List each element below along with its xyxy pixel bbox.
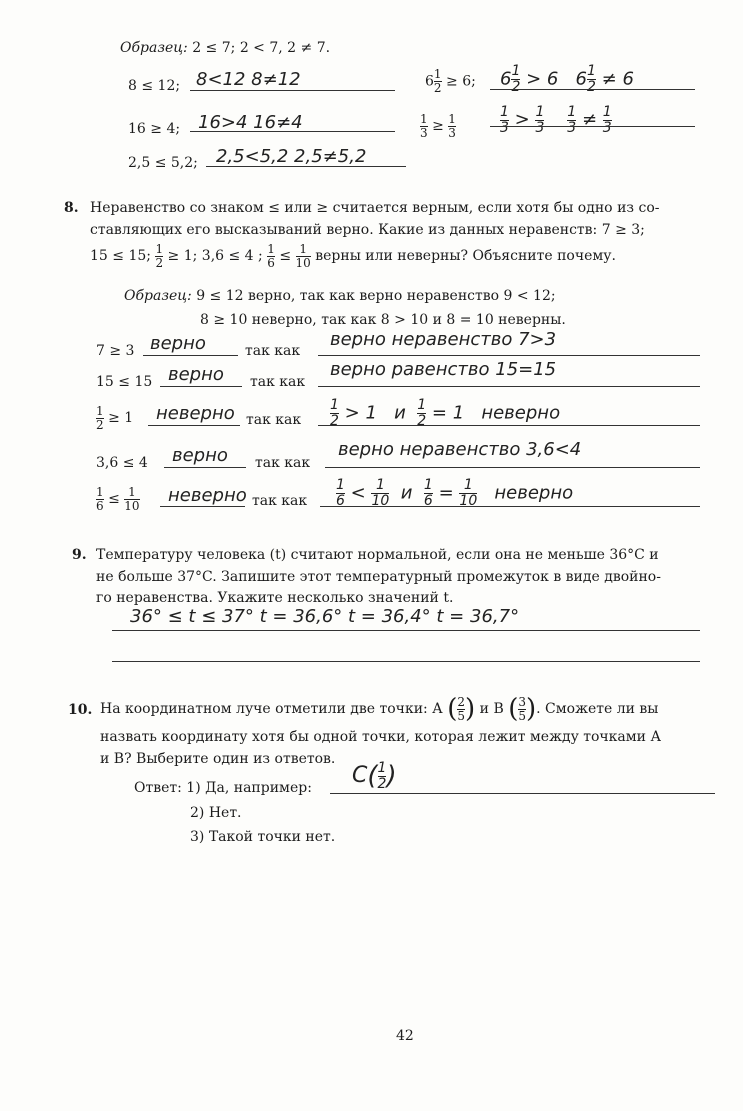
ex9-answer: 36° ≤ t ≤ 37° t = 36,6° t = 36,4° t = 36,7° <box>130 606 520 627</box>
answer-line <box>143 355 238 356</box>
ex10-number: 10. <box>68 702 93 718</box>
ex10-option3: 3) Такой точки нет. <box>190 829 336 845</box>
ex10-answer-label: Ответ: 1) Да, например: <box>134 780 312 796</box>
ex9-line3: го неравенства. Укажите несколько значений t. <box>96 590 454 606</box>
since-label: так как <box>255 455 311 471</box>
answer-line <box>148 425 240 426</box>
answer-line <box>190 131 395 132</box>
ex8-row4-prompt: 3,6 ≤ 4 <box>96 455 148 471</box>
answer-line <box>320 506 700 507</box>
ex7-r5-prompt: $\frac{1}{3}$ ≥ $\frac{1}{3}$ <box>420 111 456 140</box>
ex8-row1-answer: верно <box>150 333 206 354</box>
answer-line <box>206 166 406 167</box>
ex8-row2-reason: верно равенство 15=15 <box>330 359 557 380</box>
answer-line <box>490 89 695 90</box>
ex8-row3-reason: $\frac{1}{2}$ > 1 и $\frac{1}{2}$ = 1 неверно <box>330 397 561 429</box>
answer-line <box>325 467 700 468</box>
ex9-line2: не больше 37°C. Запишите этот температурный промежуток в виде двойно- <box>96 569 661 585</box>
ex8-row3-answer: неверно <box>156 403 235 424</box>
ex8-row1-prompt: 7 ≥ 3 <box>96 343 135 359</box>
answer-line <box>160 506 245 507</box>
ex7-r2-prompt: 16 ≥ 4; <box>128 121 181 137</box>
ex7-r1-answer: 8<12 8≠12 <box>196 69 301 90</box>
ex8-number: 8. <box>64 200 79 216</box>
ex10-line1: На координатном луче отметили две точки: А ( $\frac{2}{5}$ ) и В ( $\frac{3}{5}$ ). Сможете ли вы <box>100 694 659 724</box>
ex7-r3-answer: 2,5<5,2 2,5≠5,2 <box>216 146 367 167</box>
ex9-number: 9. <box>72 547 87 563</box>
ex10-option2: 2) Нет. <box>190 805 242 821</box>
answer-line <box>490 126 695 127</box>
ex8-row3-prompt: $\frac{1}{2}$ ≥ 1 <box>96 403 134 432</box>
ex8-row2-answer: верно <box>168 364 224 385</box>
since-label: так как <box>246 412 302 428</box>
since-label: так как <box>250 374 306 390</box>
ex8-row5-prompt: $\frac{1}{6}$ ≤ $\frac{1}{10}$ <box>96 484 140 513</box>
answer-line <box>164 467 246 468</box>
since-label: так как <box>252 493 308 509</box>
sample-text: 2 ≤ 7; 2 < 7, 2 ≠ 7. <box>192 40 331 56</box>
ex8-row4-answer: верно <box>172 445 228 466</box>
ex8-row5-answer: неверно <box>168 485 247 506</box>
answer-line <box>112 661 700 662</box>
ex9-line1: Температуру человека (t) считают нормальной, если она не меньше 36°C и <box>96 547 659 563</box>
answer-line <box>190 90 395 91</box>
sample-7 <box>120 40 330 56</box>
ex7-r2-answer: 16>4 16≠4 <box>198 112 303 133</box>
ex8-row2-prompt: 15 ≤ 15 <box>96 374 153 390</box>
ex10-line2: назвать координату хотя бы одной точки, которая лежит между точками А <box>100 729 662 745</box>
sample-label: Образец: <box>120 40 188 56</box>
ex7-r1-prompt: 8 ≤ 12; <box>128 78 181 94</box>
ex8-row4-reason: верно неравенство 3,6<4 <box>338 439 582 460</box>
ex8-line2: ставляющих его высказываний верно. Какие из данных неравенств: 7 ≥ 3; <box>90 222 645 238</box>
ex8-line1: Неравенство со знаком ≤ или ≥ считается верным, если хотя бы одно из со- <box>90 200 660 216</box>
ex8-sample2: 8 ≥ 10 неверно, так как 8 > 10 и 8 = 10 неверны. <box>200 312 566 328</box>
ex7-r4-answer: 6 $\frac{1}{2}$ > 6 6 $\frac{1}{2}$ ≠ 6 <box>500 63 634 95</box>
ex7-r3-prompt: 2,5 ≤ 5,2; <box>128 155 198 171</box>
ex10-line3: и В? Выберите один из ответов. <box>100 751 336 767</box>
ex8-row1-reason: верно неравенство 7>3 <box>330 329 557 350</box>
answer-line <box>330 793 715 794</box>
ex7-r5-answer: $\frac{1}{3}$ > $\frac{1}{3}$ $\frac{1}{3}$ ≠ $\frac{1}{3}$ <box>500 103 612 136</box>
since-label: так как <box>245 343 301 359</box>
ex7-r4-prompt: 6 $\frac{1}{2}$ ≥ 6; <box>425 67 476 95</box>
answer-line <box>318 425 700 426</box>
ex8-row5-reason: $\frac{1}{6}$ < $\frac{1}{10}$ и $\frac{1}{6}$ = $\frac{1}{10}$ неверно <box>336 477 574 509</box>
answer-line <box>318 355 700 356</box>
answer-line <box>112 630 700 631</box>
answer-line <box>160 386 242 387</box>
ex8-sample1: Образец: 9 ≤ 12 верно, так как верно неравенство 9 < 12; <box>124 288 556 304</box>
ex8-line3: 15 ≤ 15; $\frac{1}{2}$ ≥ 1; 3,6 ≤ 4 ; $\frac{1}{6}$ ≤ $\frac{1}{10}$ верны или неверны? Объясните почему. <box>90 241 616 270</box>
page-number: 42 <box>396 1028 414 1044</box>
ex10-answer: C( $\frac{1}{2}$ ) <box>352 759 397 792</box>
answer-line <box>318 386 700 387</box>
